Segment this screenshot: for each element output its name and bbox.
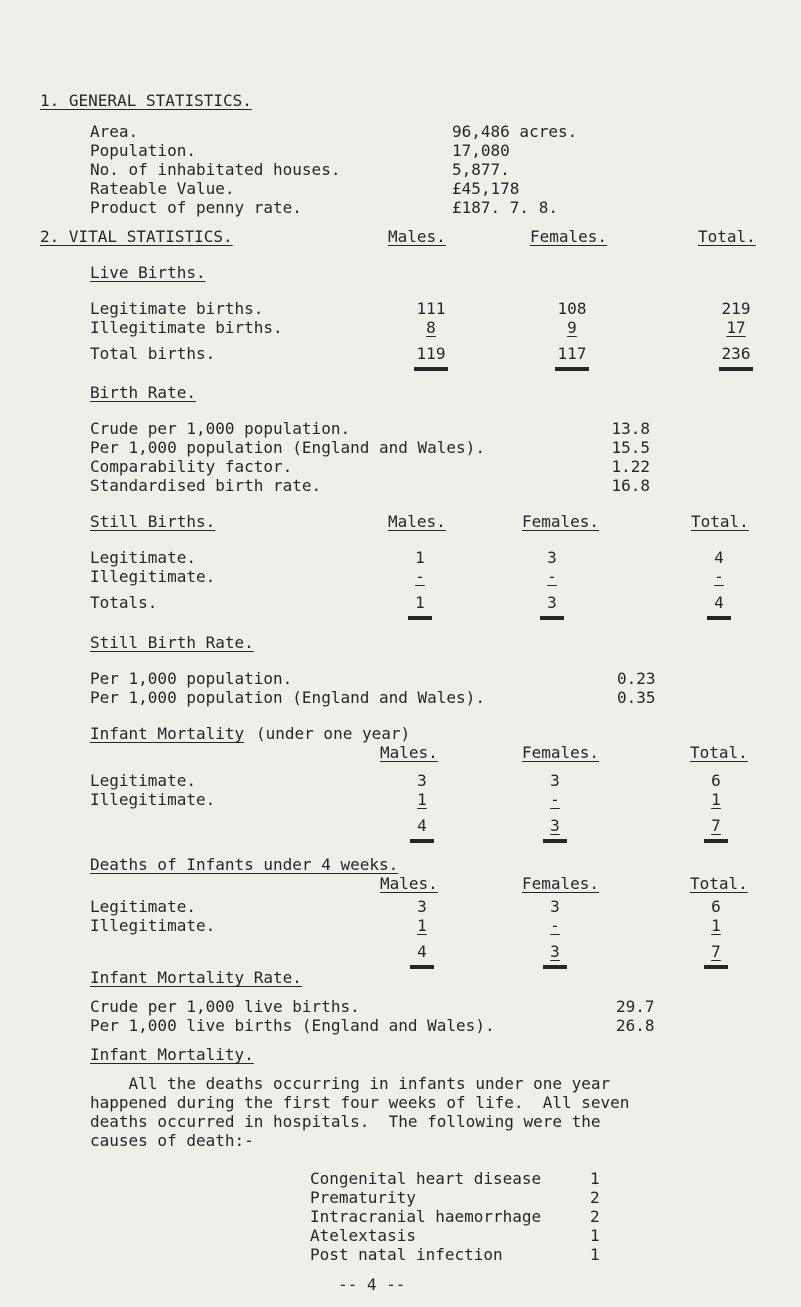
- still-row-total: -: [714, 567, 724, 586]
- d4-row-label: Illegitimate.: [90, 916, 216, 935]
- total-rule: [704, 965, 728, 969]
- still-rate-label: Per 1,000 population (England and Wales).: [90, 688, 485, 707]
- birth-rate-label: Comparability factor.: [90, 457, 293, 476]
- d4-row-total: 1: [711, 916, 721, 935]
- still-row-total: 4: [714, 593, 724, 612]
- birth-rate-value: 13.8: [611, 419, 650, 438]
- area-label: Area.: [90, 122, 139, 141]
- birth-rate-label: Crude per 1,000 population.: [90, 419, 351, 438]
- total-rule: [540, 616, 564, 620]
- still-row-males: 1: [415, 548, 425, 567]
- infant-mortality-title: Infant Mortality: [90, 724, 245, 743]
- total-rule: [719, 367, 753, 371]
- still-row-label: Totals.: [90, 593, 158, 612]
- infant-mortality-rate-title: Infant Mortality Rate.: [90, 968, 302, 987]
- still-row-females: 3: [547, 593, 557, 612]
- still-birth-rate-title: Still Birth Rate.: [90, 633, 254, 652]
- total-rule: [543, 965, 567, 969]
- total-rule: [410, 839, 434, 843]
- still-row-males: 1: [415, 593, 425, 612]
- total-rule: [543, 839, 567, 843]
- d4-total-males: 4: [417, 942, 427, 961]
- col-females: Females.: [530, 227, 608, 246]
- live-row-label: Illegitimate births.: [90, 318, 283, 337]
- population-value: 17,080: [452, 141, 510, 160]
- im-col-females: Females.: [522, 743, 600, 762]
- d4-col-males: Males.: [380, 874, 438, 893]
- live-row-males: 8: [426, 318, 436, 337]
- d4-row-total: 6: [711, 897, 721, 916]
- still-row-label: Legitimate.: [90, 548, 196, 567]
- houses-value: 5,877.: [452, 160, 510, 179]
- birth-rate-title: Birth Rate.: [90, 383, 196, 402]
- total-rule: [704, 839, 728, 843]
- infant-mortality-text-title: Infant Mortality.: [90, 1045, 254, 1064]
- d4-col-total: Total.: [690, 874, 748, 893]
- im-total-total: 7: [711, 816, 721, 835]
- cause-count: 1: [590, 1169, 600, 1188]
- im-row-males: 1: [417, 790, 427, 809]
- total-rule: [707, 616, 731, 620]
- cause-label: Post natal infection: [310, 1245, 503, 1264]
- paragraph-line: All the deaths occurring in infants under one year: [90, 1074, 611, 1093]
- rateable-value-value: £45,178: [452, 179, 520, 198]
- live-row-total: 236: [721, 344, 751, 363]
- deaths-4-weeks-title: Deaths of Infants under 4 weeks.: [90, 855, 399, 874]
- still-row-females: 3: [547, 548, 557, 567]
- cause-label: Atelextasis: [310, 1226, 416, 1245]
- col-total: Total.: [698, 227, 756, 246]
- penny-rate-label: Product of penny rate.: [90, 198, 302, 217]
- rateable-value-label: Rateable Value.: [90, 179, 235, 198]
- im-col-total: Total.: [690, 743, 748, 762]
- im-row-label: Legitimate.: [90, 771, 196, 790]
- im-row-males: 3: [417, 771, 427, 790]
- birth-rate-label: Standardised birth rate.: [90, 476, 322, 495]
- section-2-heading: 2. VITAL STATISTICS.: [40, 227, 233, 246]
- paragraph-line: causes of death:-: [90, 1131, 254, 1150]
- live-row-males: 111: [416, 299, 446, 318]
- cause-count: 1: [590, 1226, 600, 1245]
- cause-count: 2: [590, 1207, 600, 1226]
- live-row-label: Total births.: [90, 344, 216, 363]
- live-row-total: 17: [726, 318, 746, 337]
- still-row-females: -: [547, 567, 557, 586]
- im-col-males: Males.: [380, 743, 438, 762]
- houses-label: No. of inhabitated houses.: [90, 160, 341, 179]
- page-number: -- 4 --: [338, 1275, 406, 1294]
- d4-row-females: -: [550, 916, 560, 935]
- still-row-males: -: [415, 567, 425, 586]
- imr-value: 26.8: [616, 1016, 655, 1035]
- total-rule: [408, 616, 432, 620]
- d4-row-females: 3: [550, 897, 560, 916]
- total-rule: [555, 367, 589, 371]
- d4-total-females: 3: [550, 942, 560, 961]
- cause-count: 2: [590, 1188, 600, 1207]
- total-rule: [414, 367, 448, 371]
- live-row-females: 9: [567, 318, 577, 337]
- im-row-total: 1: [711, 790, 721, 809]
- birth-rate-value: 15.5: [611, 438, 650, 457]
- birth-rate-value: 16.8: [611, 476, 650, 495]
- im-row-females: -: [550, 790, 560, 809]
- d4-col-females: Females.: [522, 874, 600, 893]
- live-row-females: 108: [557, 299, 587, 318]
- area-value: 96,486 acres.: [452, 122, 578, 141]
- imr-label: Crude per 1,000 live births.: [90, 997, 360, 1016]
- section-1-heading: 1. GENERAL STATISTICS.: [40, 91, 252, 110]
- infant-mortality-subtitle: (under one year): [256, 724, 411, 743]
- cause-label: Congenital heart disease: [310, 1169, 542, 1188]
- still-rate-value: 0.35: [617, 688, 656, 707]
- d4-total-total: 7: [711, 942, 721, 961]
- d4-row-label: Legitimate.: [90, 897, 196, 916]
- cause-count: 1: [590, 1245, 600, 1264]
- im-total-males: 4: [417, 816, 427, 835]
- d4-row-males: 3: [417, 897, 427, 916]
- still-rate-label: Per 1,000 population.: [90, 669, 293, 688]
- still-rate-value: 0.23: [617, 669, 656, 688]
- total-rule: [410, 965, 434, 969]
- live-row-males: 119: [416, 344, 446, 363]
- still-births-title: Still Births.: [90, 512, 216, 531]
- still-col-total: Total.: [691, 512, 749, 531]
- imr-value: 29.7: [616, 997, 655, 1016]
- im-row-total: 6: [711, 771, 721, 790]
- live-row-label: Legitimate births.: [90, 299, 264, 318]
- still-row-total: 4: [714, 548, 724, 567]
- im-row-label: Illegitimate.: [90, 790, 216, 809]
- still-row-label: Illegitimate.: [90, 567, 216, 586]
- birth-rate-label: Per 1,000 population (England and Wales).: [90, 438, 485, 457]
- im-total-females: 3: [550, 816, 560, 835]
- cause-label: Intracranial haemorrhage: [310, 1207, 542, 1226]
- birth-rate-value: 1.22: [611, 457, 650, 476]
- cause-label: Prematurity: [310, 1188, 416, 1207]
- population-label: Population.: [90, 141, 196, 160]
- paragraph-line: deaths occurred in hospitals. The following were the: [90, 1112, 601, 1131]
- imr-label: Per 1,000 live births (England and Wales).: [90, 1016, 495, 1035]
- im-row-females: 3: [550, 771, 560, 790]
- col-males: Males.: [388, 227, 446, 246]
- d4-row-males: 1: [417, 916, 427, 935]
- still-col-males: Males.: [388, 512, 446, 531]
- still-col-females: Females.: [522, 512, 600, 531]
- live-row-total: 219: [721, 299, 751, 318]
- paragraph-line: happened during the first four weeks of life. All seven: [90, 1093, 630, 1112]
- live-births-title: Live Births.: [90, 263, 206, 282]
- live-row-females: 117: [557, 344, 587, 363]
- penny-rate-value: £187. 7. 8.: [452, 198, 558, 217]
